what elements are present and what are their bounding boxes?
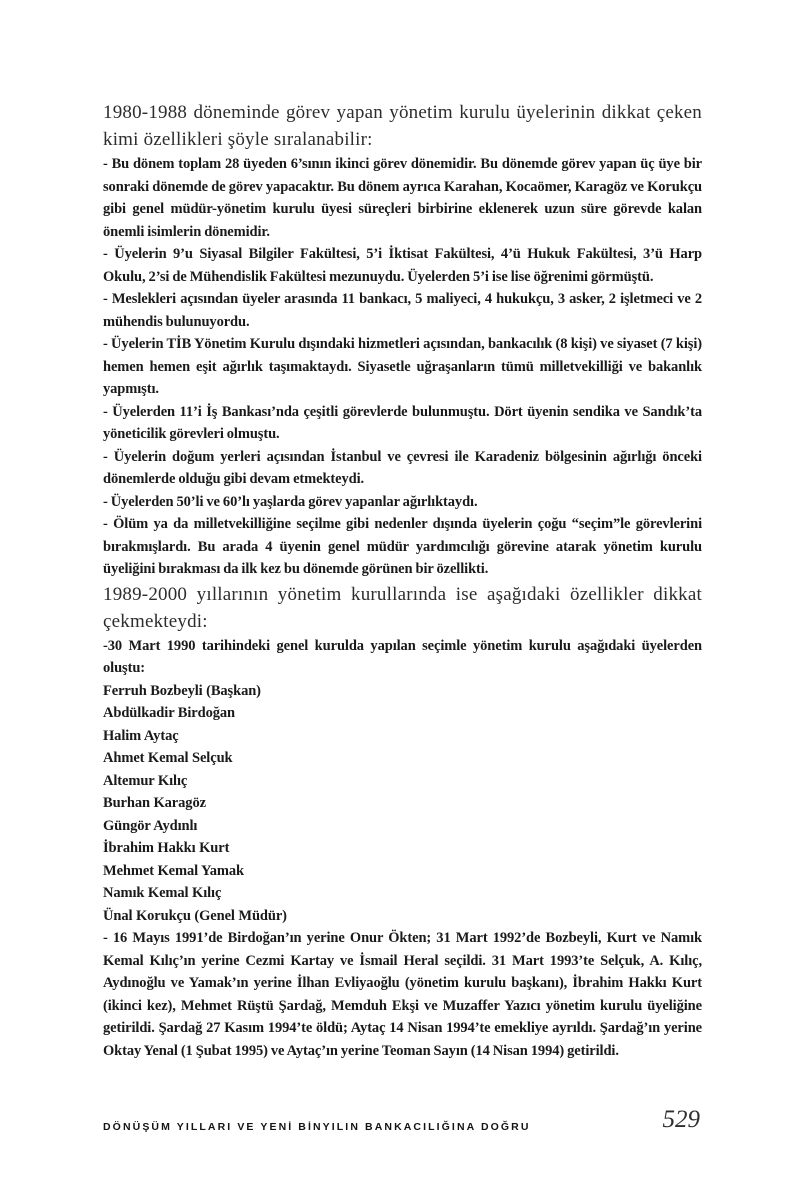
list-item: Namık Kemal Kılıç	[103, 885, 222, 901]
bullet-paragraph-terms: - Bu dönem toplam 28 üyeden 6’sının ikinci görev dönemidir. Bu dönemde görev yapan üç üye bir sonraki dönemde de görev yapacaktır. Bu dönem ayrıca Karahan, Kocaömer, Karagöz ve Korukçu gibi genel müdür-yönetim kurulu üyesi süreçleri birbirine eklenerek uzun süre görevde kalan önemli isimlerin dönemidir.	[103, 156, 702, 240]
running-footer-title: DÖNÜŞÜM YILLARI VE YENİ BİNYILIN BANKACILIĞINA DOĞRU	[103, 1121, 531, 1133]
bullet-paragraph-departures: - Ölüm ya da milletvekilliğine seçilme gibi nedenler dışında üyelerin çoğu “seçim”le görevlerini bırakmışlardı. Bu arada 4 üyenin genel müdür yardımcılığı görevine atarak yönetim kurulu üyeliğini bırakması da ilk kez bu dönemde görünen bir özellikti.	[103, 516, 702, 577]
page-body	[103, 99, 702, 1062]
bullet-paragraph-professions: - Meslekleri açısından üyeler arasında 11 bankacı, 5 maliyeci, 4 hukukçu, 3 asker, 2 işletmeci ve 2 mühendis bulunuyordu.	[103, 291, 702, 330]
list-item: Ferruh Bozbeyli (Başkan)	[103, 682, 261, 699]
list-item: Ünal Korukçu (Genel Müdür)	[103, 907, 287, 924]
section-intro-1989-2000: 1989-2000 yıllarının yönetim kurullarında ise aşağıdaki özellikler dikkat çekmekteydi:	[103, 583, 702, 632]
bullet-paragraph-birthplaces: - Üyelerin doğum yerleri açısından İstanbul ve çevresi ile Karadeniz bölgesinin ağırlığı önceki dönemlerde olduğu gibi devam etmekteydi.	[103, 448, 702, 487]
list-item: Burhan Karagöz	[103, 795, 206, 811]
paragraph-board-election: -30 Mart 1990 tarihindeki genel kurulda yapılan seçimle yönetim kurulu aşağıdaki üyelerden oluştu:	[103, 637, 702, 676]
paragraph-board-changes: - 16 Mayıs 1991’de Birdoğan’ın yerine Onur Ökten; 31 Mart 1992’de Bozbeyli, Kurt ve Namık Kemal Kılıç’ın yerine Cezmi Kartay ve İsmail Heral seçildi. 31 Mart 1993’te Selçuk, A. Kılıç, Aydınoğlu ve Yamak’ın yerine İlhan Evliyaoğlu (yönetim kurulu başkanı), İbrahim Hakkı Kurt (ikinci kez), Mehmet Rüştü Şardağ, Memduh Ekşi ve Muzaffer Yazıcı yönetim kurulu üyeliğine getirildi. Şardağ 27 Kasım 1994’te öldü; Aytaç 14 Nisan 1994’te emekliye ayrıldı. Şardağ’ın yerine Oktay Yenal (1 Şubat 1995) ve Aytaç’ın yerine Teoman Sayın (14 Nisan 1994) getirildi.	[103, 930, 702, 1059]
list-item: Altemur Kılıç	[103, 772, 188, 789]
section-intro-1980-1988: 1980-1988 döneminde görev yapan yönetim kurulu üyelerinin dikkat çeken kimi özellikleri şöyle sıralanabilir:	[103, 102, 702, 150]
list-item: İbrahim Hakkı Kurt	[103, 840, 230, 856]
list-item: Güngör Aydınlı	[103, 817, 198, 834]
list-item: Ahmet Kemal Selçuk	[103, 750, 233, 766]
list-item: Halim Aytaç	[103, 727, 179, 744]
bullet-paragraph-ages: - Üyelerden 50’li ve 60’lı yaşlarda görev yapanlar ağırlıktaydı.	[103, 493, 478, 510]
bullet-paragraph-education: - Üyelerin 9’u Siyasal Bilgiler Fakültesi, 5’i İktisat Fakültesi, 4’ü Hukuk Fakültesi, 3’ü Harp Okulu, 2’si de Mühendislik Fakültesi mezunuydu. Üyelerden 5’i ise lise öğrenimi görmüştü.	[103, 246, 702, 285]
list-item: Abdülkadir Birdoğan	[103, 705, 236, 721]
board-members-list	[103, 680, 702, 928]
bullet-paragraph-isbankasi: - Üyelerden 11’i İş Bankası’nda çeşitli görevlerde bulunmuştu. Dört üyenin sendika ve Sandık’ta yöneticilik görevleri olmuştu.	[103, 403, 702, 442]
page-number: 529	[662, 1106, 700, 1133]
bullet-paragraph-services: - Üyelerin TİB Yönetim Kurulu dışındaki hizmetleri açısından, bankacılık (8 kişi) ve siyaset (7 kişi) hemen hemen eşit ağırlık taşımaktaydı. Siyasetle uğraşanların tümü milletvekilliği ve bakanlık yapmıştı.	[103, 336, 702, 397]
list-item: Mehmet Kemal Yamak	[103, 862, 245, 879]
